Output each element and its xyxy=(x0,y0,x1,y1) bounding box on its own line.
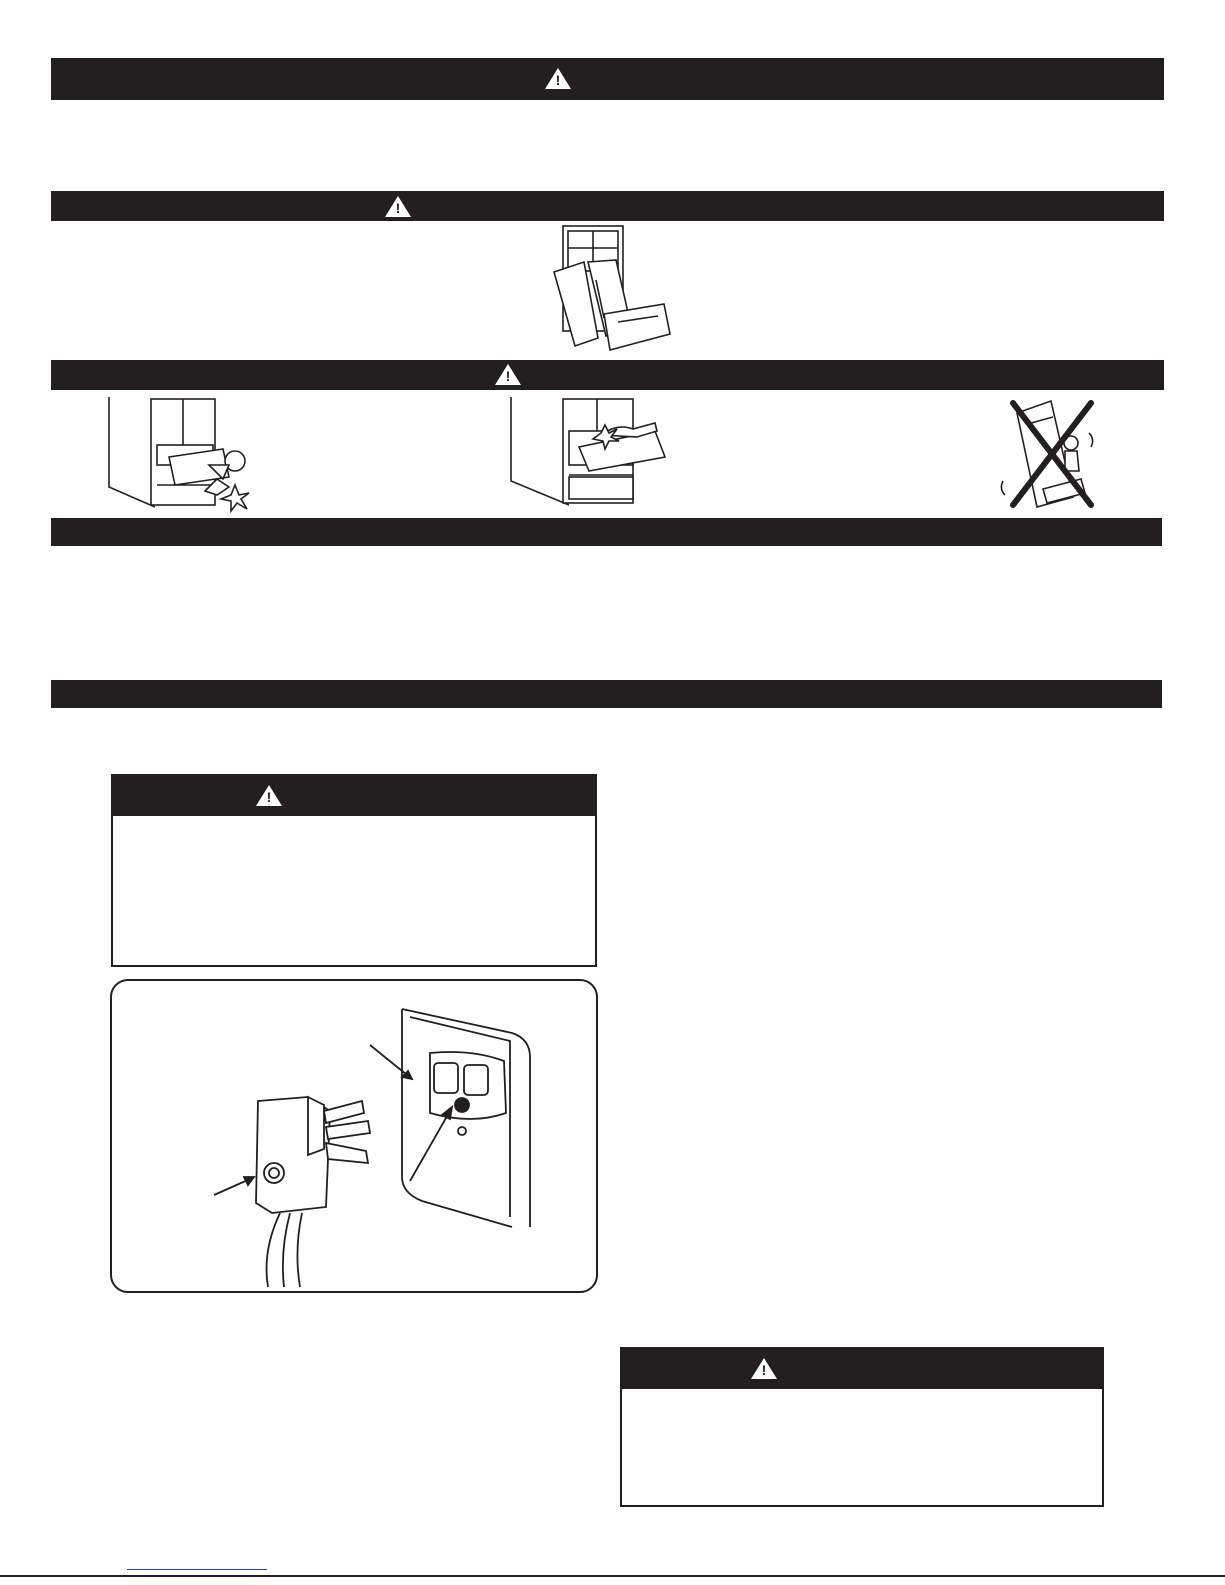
footer-rule xyxy=(0,1575,1225,1577)
grounded-outlet-figure xyxy=(110,979,598,1293)
warning-triangle-icon: ! xyxy=(545,68,571,89)
warning-triangle-icon: ! xyxy=(495,364,521,385)
plug-and-outlet-illustration xyxy=(112,981,596,1291)
warning-box-left xyxy=(111,774,597,967)
warning-triangle-icon: ! xyxy=(385,196,411,217)
refrigerator-doors-removed-illustration xyxy=(540,222,680,356)
warning-box-header xyxy=(622,1349,1102,1389)
warning-box-header xyxy=(113,776,595,816)
warning-box-right xyxy=(620,1347,1104,1507)
section-header-bar-3 xyxy=(51,360,1164,390)
hand-drawer-pinch-illustration xyxy=(505,395,685,513)
tip-over-prohibited-illustration xyxy=(995,393,1115,515)
footer-link-underline[interactable] xyxy=(127,1569,267,1570)
section-header-bar-5 xyxy=(51,680,1162,708)
section-header-bar-4 xyxy=(51,518,1162,546)
section-header-bar-1 xyxy=(51,58,1164,100)
warning-triangle-icon: ! xyxy=(256,785,282,806)
warning-triangle-icon: ! xyxy=(751,1358,777,1379)
child-drawer-injury-illustration xyxy=(105,395,265,513)
section-header-bar-2 xyxy=(51,191,1164,221)
